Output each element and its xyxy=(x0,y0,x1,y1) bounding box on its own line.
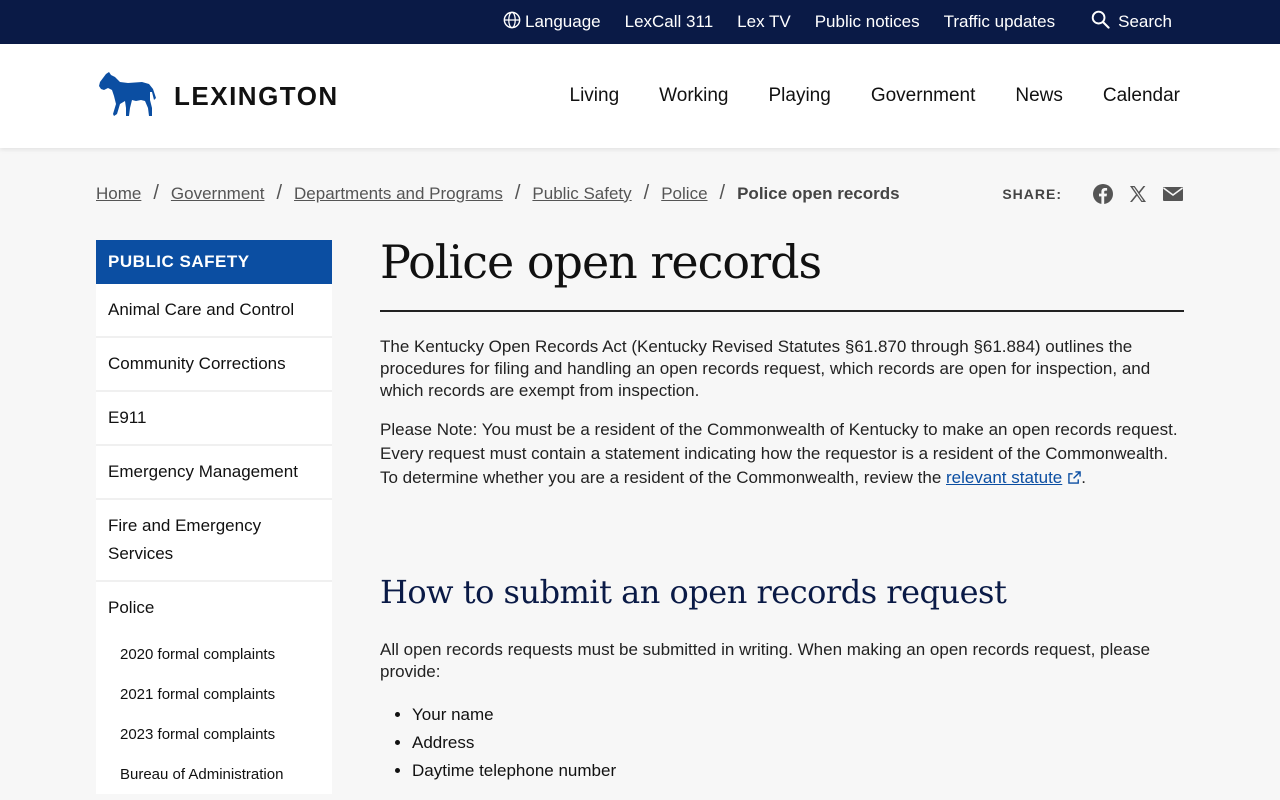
breadcrumb-police[interactable]: Police xyxy=(661,183,708,203)
traffic-updates-link[interactable]: Traffic updates xyxy=(943,12,1056,31)
x-twitter-icon[interactable] xyxy=(1128,184,1148,204)
breadcrumb-separator: / xyxy=(643,182,650,204)
breadcrumb-current: Police open records xyxy=(737,183,900,203)
breadcrumb-row xyxy=(96,182,1184,205)
intro-paragraph: The Kentucky Open Records Act (Kentucky Revised Statutes §61.870 through §61.884) outlines the procedures for filing and handling an open records request, which records are open for inspection, and which records are exempt from inspection. xyxy=(380,337,1151,400)
sidebar-item-emergency-management[interactable]: Emergency Management xyxy=(96,446,332,500)
language-label: Language xyxy=(524,12,601,31)
lexcall-link[interactable]: LexCall 311 xyxy=(624,12,714,31)
main-content xyxy=(380,236,1184,785)
requirements-list xyxy=(380,701,1184,785)
site-header xyxy=(0,44,1280,148)
sidebar-item-animal-care[interactable]: Animal Care and Control xyxy=(96,284,332,338)
sidebar-heading[interactable]: PUBLIC SAFETY xyxy=(96,240,332,284)
breadcrumb-separator: / xyxy=(719,182,726,204)
list-item: • Daytime telephone number xyxy=(412,757,1184,785)
nav-news[interactable]: News xyxy=(1015,85,1063,106)
utility-bar xyxy=(0,0,1280,44)
nav-calendar[interactable]: Calendar xyxy=(1102,85,1180,106)
title-divider xyxy=(380,310,1184,312)
sidebar-item-e911[interactable]: E911 xyxy=(96,392,332,446)
email-icon[interactable] xyxy=(1162,185,1184,203)
site-logo[interactable] xyxy=(96,70,339,123)
section-heading: How to submit an open records request xyxy=(380,573,1007,611)
relevant-statute-link[interactable] xyxy=(946,468,1081,487)
globe-icon xyxy=(503,11,525,34)
sidebar-subitem-2021-complaints[interactable]: 2021 formal complaints xyxy=(120,685,276,703)
sidebar-subitem-2023-complaints[interactable]: 2023 formal complaints xyxy=(120,725,276,743)
breadcrumb xyxy=(96,182,900,205)
breadcrumb-home[interactable]: Home xyxy=(96,183,142,203)
note-end: . xyxy=(1081,468,1086,487)
search-button[interactable] xyxy=(1091,10,1172,34)
section-sidebar xyxy=(96,240,332,794)
note-text: Please Note: You must be a resident of the Commonwealth of Kentucky to make an open records request. Every request must contain a statement indicating how the requestor is a resident of the Commonwealth. To determine whether you are a resident of the Commonwealth, review the xyxy=(380,420,1178,487)
horse-logo-icon xyxy=(96,70,158,123)
main-nav xyxy=(530,85,1181,107)
share-label: SHARE: xyxy=(1002,185,1062,202)
language-link[interactable] xyxy=(503,11,601,34)
breadcrumb-separator: / xyxy=(153,182,159,204)
breadcrumb-public-safety[interactable]: Public Safety xyxy=(532,183,632,203)
external-link-icon xyxy=(1068,467,1081,491)
relevant-statute-link-label: relevant statute xyxy=(946,468,1063,487)
nav-working[interactable]: Working xyxy=(659,85,729,106)
logo-text: LEXINGTON xyxy=(174,80,339,111)
list-item: • Address xyxy=(412,729,1184,757)
sidebar-item-community-corrections[interactable]: Community Corrections xyxy=(96,338,332,392)
sidebar-subitem-2020-complaints[interactable]: 2020 formal complaints xyxy=(120,645,276,663)
page-title: Police open records xyxy=(380,235,822,289)
note-paragraph xyxy=(380,418,1184,491)
nav-playing[interactable]: Playing xyxy=(768,85,831,106)
sidebar-item-fire[interactable]: Fire and Emergency Services xyxy=(96,500,332,582)
breadcrumb-government[interactable]: Government xyxy=(170,183,265,203)
list-item: • Your name xyxy=(412,701,1184,729)
search-label: Search xyxy=(1118,12,1172,31)
facebook-icon[interactable] xyxy=(1092,183,1114,205)
public-notices-link[interactable]: Public notices xyxy=(814,12,920,31)
breadcrumb-separator: / xyxy=(276,182,283,204)
sidebar-item-police[interactable]: Police xyxy=(108,598,155,617)
sidebar-subitem-bureau-administration[interactable]: Bureau of Administration xyxy=(120,765,284,783)
section-intro: All open records requests must be submitted in writing. When making an open records request, please provide: xyxy=(380,640,1151,681)
breadcrumb-separator: / xyxy=(514,182,521,204)
nav-living[interactable]: Living xyxy=(569,85,620,106)
nav-government[interactable]: Government xyxy=(870,85,976,106)
share-bar xyxy=(1002,183,1184,205)
breadcrumb-departments[interactable]: Departments and Programs xyxy=(294,183,503,203)
search-icon xyxy=(1091,10,1118,34)
lextv-link[interactable]: Lex TV xyxy=(737,12,791,31)
